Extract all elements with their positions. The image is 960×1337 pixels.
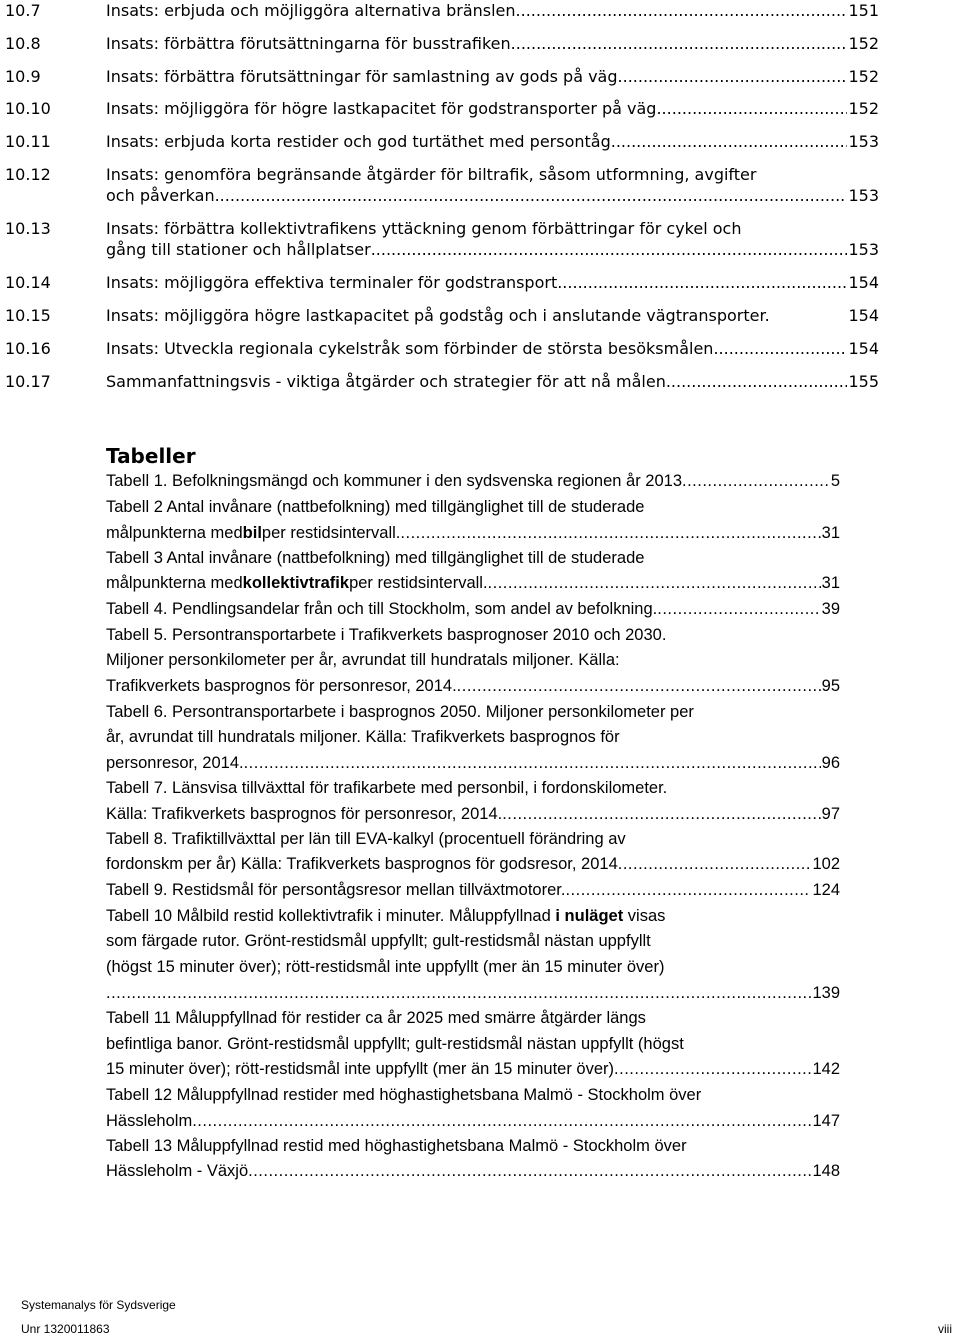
table-entry-line	[106, 598, 840, 620]
toc-entry-body	[106, 0, 879, 21]
table-entry-text: Tabell 13 Måluppfyllnad restid med höghastighetsbana Malmö - Stockholm över	[106, 1137, 687, 1155]
toc-entry-title: Sammanfattningsvis - viktiga åtgärder och strategier för att nå målen	[106, 372, 666, 391]
table-entry-text: Miljoner personkilometer per år, avrundat till hundratals miljoner. Källa:	[106, 651, 620, 669]
table-entry-page: 147	[812, 1112, 840, 1130]
emphasis-text: bil	[242, 524, 262, 542]
toc-entry-number: 10.11	[5, 132, 51, 151]
toc-entry-title: Insats: möjliggöra effektiva terminaler för godstransport	[106, 273, 558, 292]
toc-entry-title: Insats: förbättra förutsättningarna för busstrafiken	[106, 34, 511, 53]
dot-leader	[656, 98, 847, 119]
toc-entry-line	[106, 0, 879, 21]
table-entry-line	[106, 777, 840, 799]
toc-entry-body	[106, 371, 879, 392]
table-entry-page: 102	[812, 855, 840, 873]
table-entry-text: Tabell 8. Trafiktillväxttal per län till EVA-kalkyl (procentuell förändring av	[106, 830, 626, 848]
table-entry-line	[106, 879, 840, 901]
dot-leader	[511, 33, 848, 54]
toc-entry-number: 10.8	[5, 34, 41, 53]
toc-entry-title: Insats: förbättra förutsättningar för samlastning av gods på väg	[106, 67, 618, 86]
dot-leader	[248, 1160, 811, 1182]
toc-entry-body	[106, 98, 879, 119]
table-entry-line	[106, 701, 840, 723]
toc-entry-line	[106, 305, 879, 326]
table-entry-text: Hässleholm	[106, 1112, 193, 1130]
table-entry-text: Källa: Trafikverkets basprognos för personresor, 2014.	[106, 805, 503, 823]
table-entry-line	[106, 470, 840, 492]
toc-entry-number: 10.7	[5, 1, 41, 20]
dot-leader	[611, 131, 848, 152]
toc-entry-title: gång till stationer och hållplatser	[106, 240, 371, 259]
table-entry-line	[106, 956, 840, 978]
table-entry-line	[106, 572, 840, 594]
table-entry-text: personresor, 2014.	[106, 754, 244, 772]
toc-entry-body	[106, 218, 879, 260]
emphasis-text: kollektivtrafik	[242, 574, 350, 592]
toc-entry-line	[106, 66, 879, 87]
table-entry-text: befintliga banor. Grönt-restidsmål uppfyllt; gult-restidsmål nästan uppfyllt (högst	[106, 1035, 684, 1053]
table-entry-text: fordonskm per år) Källa: Trafikverkets basprognos för godsresor, 2014	[106, 855, 618, 873]
table-entry-page: 96	[821, 754, 840, 772]
toc-entry-page: 154	[848, 273, 879, 292]
table-entry-text: Tabell 3 Antal invånare (nattbefolkning) med tillgänglighet till de studerade	[106, 549, 645, 567]
table-entry-text: 15 minuter över); rött-restidsmål inte uppfyllt (mer än 15 minuter över)	[106, 1060, 615, 1078]
table-entry-text: Tabell 11 Måluppfyllnad för restider ca år 2025 med smärre åtgärder längs	[106, 1009, 646, 1027]
table-entry-text: Tabell 5. Persontransportarbete i Trafikverkets basprognoser 2010 och 2030.	[106, 626, 667, 644]
dot-leader	[557, 272, 847, 293]
emphasis-text: i nuläget	[555, 907, 624, 925]
table-entry-page: 142	[812, 1060, 840, 1078]
toc-entry-line	[106, 33, 879, 54]
table-entry-line	[106, 547, 840, 569]
dot-leader	[516, 0, 848, 21]
footer-publisher: Systemanalys för Sydsverige	[21, 1298, 176, 1312]
table-entry-page: 97	[821, 805, 840, 823]
table-entry-line	[106, 930, 840, 952]
dot-leader	[244, 752, 821, 774]
dot-leader	[657, 598, 820, 620]
table-entry-text: Tabell 7. Länsvisa tillväxttal för trafikarbete med personbil, i fordonskilometer.	[106, 779, 668, 797]
table-entry-line	[106, 1135, 840, 1157]
toc-entry-number: 10.17	[5, 372, 51, 391]
tables-heading: Tabeller	[106, 444, 196, 468]
table-entry-line	[106, 624, 840, 646]
dot-leader	[488, 572, 821, 594]
toc-entry-page: 154	[848, 306, 879, 325]
toc-entry-body	[106, 164, 879, 206]
toc-entry-page: 151	[848, 1, 879, 20]
table-entry-text: Tabell 4. Pendlingsandelar från och till Stockholm, som andel av befolkning.	[106, 600, 658, 618]
toc-entry-page: 153	[848, 132, 879, 151]
toc-entry-title: Insats: möjliggöra högre lastkapacitet på godståg och i anslutande vägtransporter.	[106, 306, 770, 325]
table-entry-text: Tabell 1. Befolkningsmängd och kommuner i den sydsvenska regionen år 2013	[106, 472, 683, 490]
dot-leader	[400, 522, 820, 544]
table-entry-line	[106, 496, 840, 518]
toc-entry-number: 10.16	[5, 339, 51, 358]
toc-entry-page: 153	[848, 240, 879, 259]
toc-entry-number: 10.13	[5, 219, 51, 238]
table-entry-line	[106, 1058, 840, 1080]
toc-entry-line	[106, 338, 879, 359]
table-entry-line	[106, 522, 840, 544]
footer-doc-number: Unr 1320011863	[21, 1322, 110, 1336]
table-entry-line	[106, 803, 840, 825]
toc-entry-body	[106, 305, 879, 326]
table-entry-line	[106, 1110, 840, 1132]
table-entry-page: 139	[812, 984, 840, 1002]
table-entry-text: som färgade rutor. Grönt-restidsmål uppfyllt; gult-restidsmål nästan uppfyllt	[106, 932, 651, 950]
table-entry-page: 39	[821, 600, 840, 618]
table-entry-line	[106, 726, 840, 748]
dot-leader	[457, 675, 821, 697]
toc-entry-number: 10.12	[5, 165, 51, 184]
dot-leader	[106, 982, 811, 1004]
toc-entry-title: Insats: förbättra kollektivtrafikens yttäckning genom förbättringar för cykel och	[106, 219, 742, 238]
table-entry-text: Tabell 10 Målbild restid kollektivtrafik i minuter. Måluppfyllnad	[106, 907, 556, 925]
table-entry-line	[106, 752, 840, 774]
table-entry-line	[106, 828, 840, 850]
table-entry-line	[106, 675, 840, 697]
table-entry-page: 124	[812, 881, 840, 899]
toc-entry-body	[106, 272, 879, 293]
table-entry-text: Tabell 2 Antal invånare (nattbefolkning) med tillgänglighet till de studerade	[106, 498, 645, 516]
table-entry-page: 5	[830, 472, 840, 490]
dot-leader	[713, 338, 847, 359]
table-entry-line	[106, 853, 840, 875]
dot-leader	[682, 470, 830, 492]
toc-entry-line	[106, 272, 879, 293]
toc-entry-body	[106, 66, 879, 87]
dot-leader	[618, 66, 848, 87]
toc-entry-line	[106, 98, 879, 119]
dot-leader	[614, 1058, 811, 1080]
table-entry-line	[106, 905, 840, 927]
table-entry-page: 148	[812, 1162, 840, 1180]
table-entry-line	[106, 1033, 840, 1055]
table-entry-text: Tabell 12 Måluppfyllnad restider med höghastighetsbana Malmö - Stockholm över	[106, 1086, 702, 1104]
table-entry-text: per restidsintervall.	[261, 524, 401, 542]
dot-leader	[371, 239, 848, 260]
table-entry-text: Tabell 6. Persontransportarbete i basprognos 2050. Miljoner personkilometer per	[106, 703, 694, 721]
table-entry-text: år, avrundat till hundratals miljoner. Källa: Trafikverkets basprognos för	[106, 728, 620, 746]
toc-entry-number: 10.15	[5, 306, 51, 325]
dot-leader	[618, 853, 812, 875]
toc-entry-page: 152	[848, 67, 879, 86]
toc-entry-line	[106, 239, 879, 260]
dot-leader	[565, 879, 811, 901]
table-entry-line	[106, 982, 840, 1004]
toc-entry-line	[106, 371, 879, 392]
toc-entry-page: 155	[848, 372, 879, 391]
table-entry-text: visas	[623, 907, 666, 925]
toc-entry-number: 10.9	[5, 67, 41, 86]
table-entry-text: Tabell 9. Restidsmål för persontågsresor mellan tillväxtmotorer.	[106, 881, 566, 899]
table-entry-line	[106, 1160, 840, 1182]
toc-entry-title: och påverkan	[106, 186, 215, 205]
toc-entry-title: Insats: Utveckla regionala cykelstråk som förbinder de största besöksmålen	[106, 339, 714, 358]
dot-leader	[192, 1110, 811, 1132]
table-entry-text: målpunkterna med	[106, 574, 243, 592]
dot-leader	[666, 371, 848, 392]
toc-entry-page: 153	[848, 186, 879, 205]
toc-entry-page: 152	[848, 99, 879, 118]
toc-entry-line	[106, 131, 879, 152]
dot-leader	[215, 185, 848, 206]
toc-entry-title: Insats: erbjuda korta restider och god turtäthet med persontåg	[106, 132, 611, 151]
toc-entry-number: 10.14	[5, 273, 51, 292]
toc-entry-number: 10.10	[5, 99, 51, 118]
table-entry-page: 95	[821, 677, 840, 695]
dot-leader	[502, 803, 820, 825]
toc-entry-body	[106, 131, 879, 152]
toc-entry-line	[106, 185, 879, 206]
toc-entry-title: Insats: möjliggöra för högre lastkapacitet för godstransporter på väg	[106, 99, 657, 118]
toc-entry-title: Insats: erbjuda och möjliggöra alternativa bränslen	[106, 1, 516, 20]
toc-entry-page: 154	[848, 339, 879, 358]
toc-entry-body	[106, 338, 879, 359]
footer-page-number: viii	[938, 1322, 952, 1336]
table-entry-line	[106, 1007, 840, 1029]
table-entry-page: 31	[821, 574, 840, 592]
table-entry-text: (högst 15 minuter över); rött-restidsmål inte uppfyllt (mer än 15 minuter över)	[106, 958, 665, 976]
table-entry-text: per restidsintervall.	[349, 574, 488, 592]
table-entry-line	[106, 1084, 840, 1106]
toc-entry-title: Insats: genomföra begränsande åtgärder för biltrafik, såsom utformning, avgifter	[106, 165, 757, 184]
table-entry-text: Trafikverkets basprognos för personresor, 2014.	[106, 677, 457, 695]
toc-entry-body	[106, 33, 879, 54]
table-entry-text: målpunkterna med	[106, 524, 243, 542]
toc-entry-page: 152	[848, 34, 879, 53]
table-entry-text: Hässleholm - Växjö	[106, 1162, 249, 1180]
table-entry-page: 31	[821, 524, 840, 542]
table-entry-line	[106, 649, 840, 671]
